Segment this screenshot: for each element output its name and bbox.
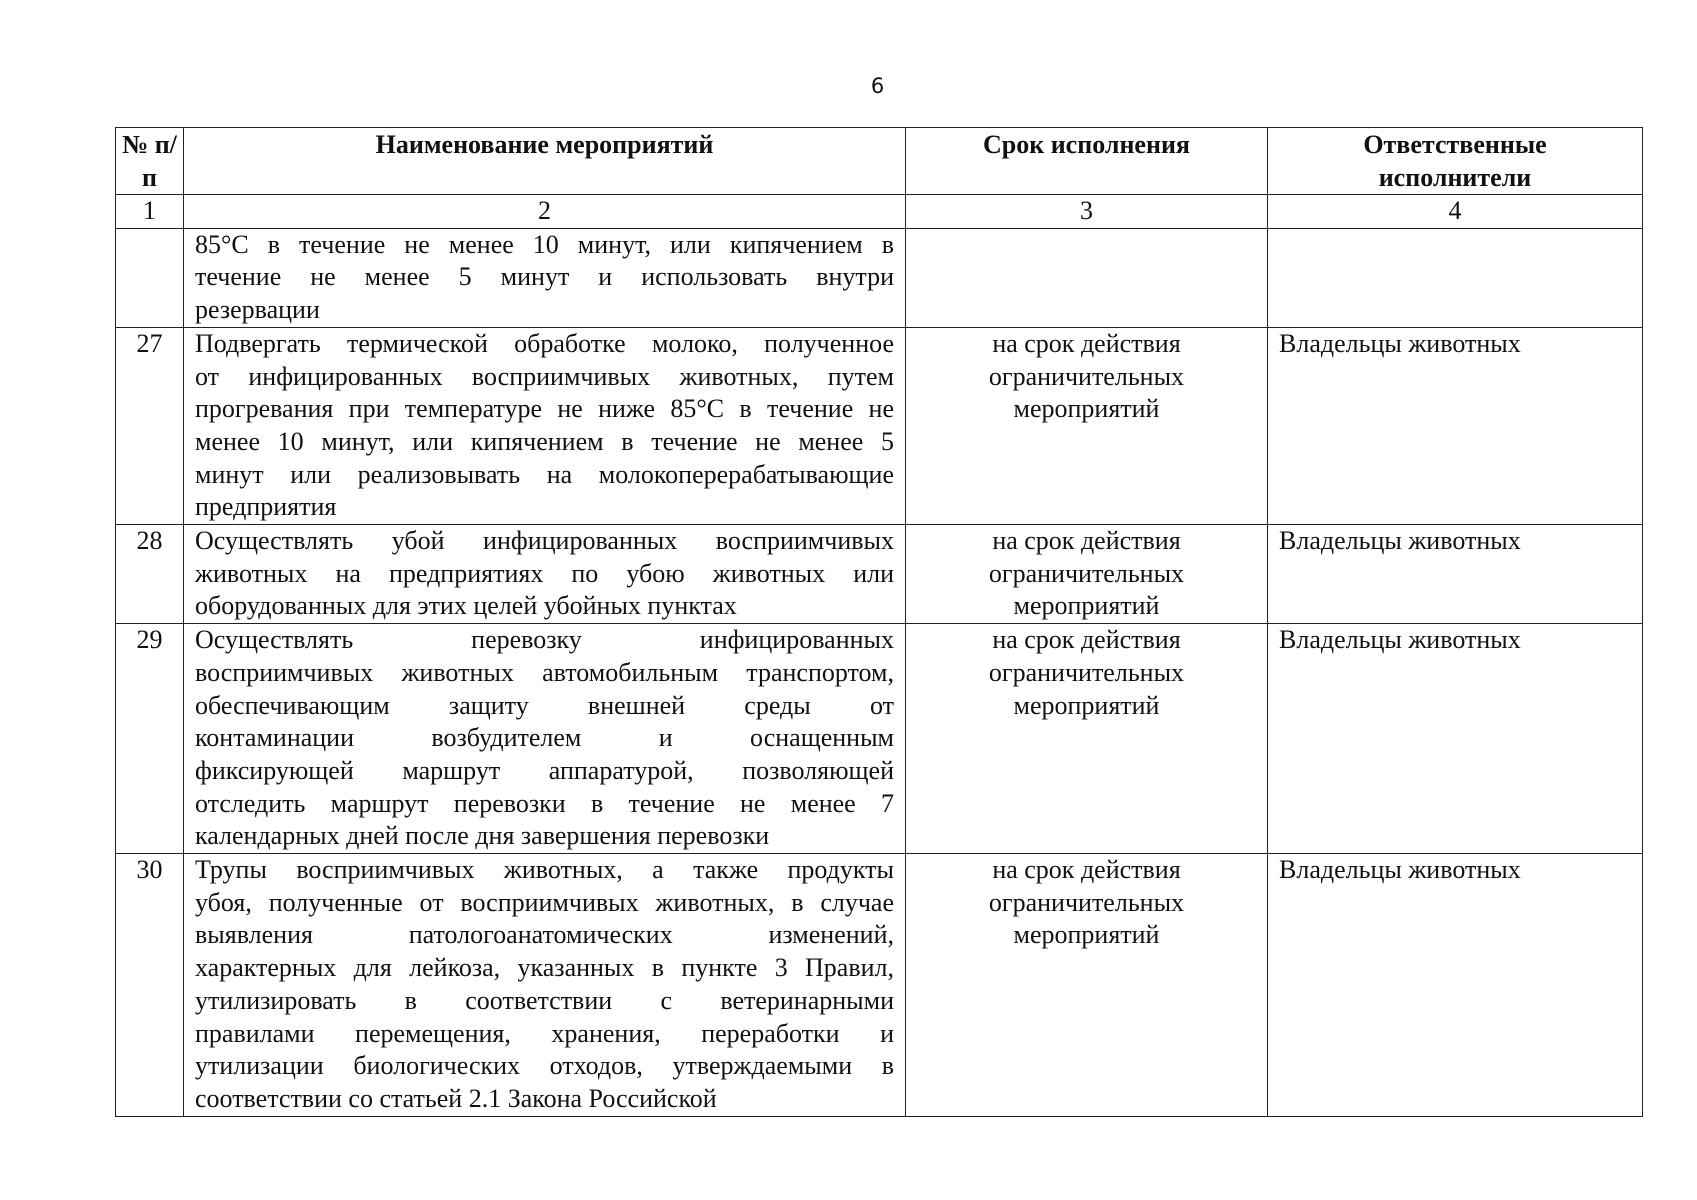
page-number: 6 [870,74,885,98]
measure-name [184,525,906,624]
column-index: 1 [116,195,184,229]
measure-name-line: течение не менее 5 минут и использовать внутри [195,262,894,292]
measure-name-line: восприимчивых животных автомобильным транспортом, [195,657,894,687]
measures-table [115,127,1643,1117]
measure-name-line: правилами перемещения, хранения, переработки и [195,1018,894,1048]
row-number: 29 [116,624,184,854]
table-header-row [116,128,1643,195]
column-index: 2 [184,195,906,229]
measure-name-line: выявления патологоанатомических изменений, [195,920,894,950]
execution-term: на срок действия ограничительных мероприятий [906,327,1268,524]
measure-name-line: характерных для лейкоза, указанных в пункте 3 Правил, [195,953,894,983]
execution-term [906,228,1268,327]
measure-name [184,327,906,524]
measure-name-line: утилизации биологических отходов, утверждаемыми в [195,1051,894,1081]
table-row [116,525,1643,624]
measure-name [184,228,906,327]
column-index: 3 [906,195,1268,229]
table-row [116,228,1643,327]
table-row [116,624,1643,854]
row-number: 30 [116,854,184,1117]
table-body [116,228,1643,1116]
execution-term: на срок действия ограничительных мероприятий [906,624,1268,854]
row-number: 27 [116,327,184,524]
measure-name-line: Осуществлять убой инфицированных восприимчивых [195,526,894,556]
measure-name-line: от инфицированных восприимчивых животных, путем [195,361,894,391]
header-resp: Ответственные исполнители [1268,128,1643,195]
measure-name-line: 85°С в течение не менее 10 минут, или кипячением в [195,229,894,259]
column-index-row [116,195,1643,229]
header-term: Срок исполнения [906,128,1268,195]
execution-term: на срок действия ограничительных мероприятий [906,525,1268,624]
measure-name [184,624,906,854]
measure-name-line: Осуществлять перевозку инфицированных [195,625,894,655]
responsible-executors: Владельцы животных [1268,327,1643,524]
measure-name-line: менее 10 минут, или кипячением в течение не менее 5 [195,426,894,456]
measure-name-line: прогревания при температуре не ниже 85°С в течение не [195,394,894,424]
measure-name-line: утилизировать в соответствии с ветеринарными [195,985,894,1015]
measure-name-line: предприятия [195,492,337,522]
measure-name-line: Трупы восприимчивых животных, а также продукты [195,855,894,885]
row-number: 28 [116,525,184,624]
header-name: Наименование мероприятий [184,128,906,195]
measure-name-line: соответствии со статьей 2.1 Закона Российской [195,1083,717,1113]
column-index: 4 [1268,195,1643,229]
measure-name-line: животных на предприятиях по убою животных или [195,558,894,588]
measure-name-line: отследить маршрут перевозки в течение не менее 7 [195,788,894,818]
execution-term: на срок действия ограничительных мероприятий [906,854,1268,1117]
table-row [116,854,1643,1117]
header-num: № п/п [116,128,184,195]
responsible-executors: Владельцы животных [1268,525,1643,624]
responsible-executors: Владельцы животных [1268,624,1643,854]
measure-name-line: фиксирующей маршрут аппаратурой, позволяющей [195,755,894,785]
measure-name [184,854,906,1117]
measure-name-line: минут или реализовывать на молокоперерабатывающие [195,459,894,489]
responsible-executors: Владельцы животных [1268,854,1643,1117]
measure-name-line: убоя, полученные от восприимчивых животных, в случае [195,887,894,917]
responsible-executors [1268,228,1643,327]
table-row [116,327,1643,524]
measure-name-line: календарных дней после дня завершения перевозки [195,821,770,851]
measure-name-line: оборудованных для этих целей убойных пунктах [195,591,737,621]
measure-name-line: контаминации возбудителем и оснащенным [195,723,894,753]
measure-name-line: обеспечивающим защиту внешней среды от [195,690,894,720]
row-number [116,228,184,327]
measure-name-line: Подвергать термической обработке молоко, полученное [195,328,894,358]
measure-name-line: резервации [195,295,320,325]
